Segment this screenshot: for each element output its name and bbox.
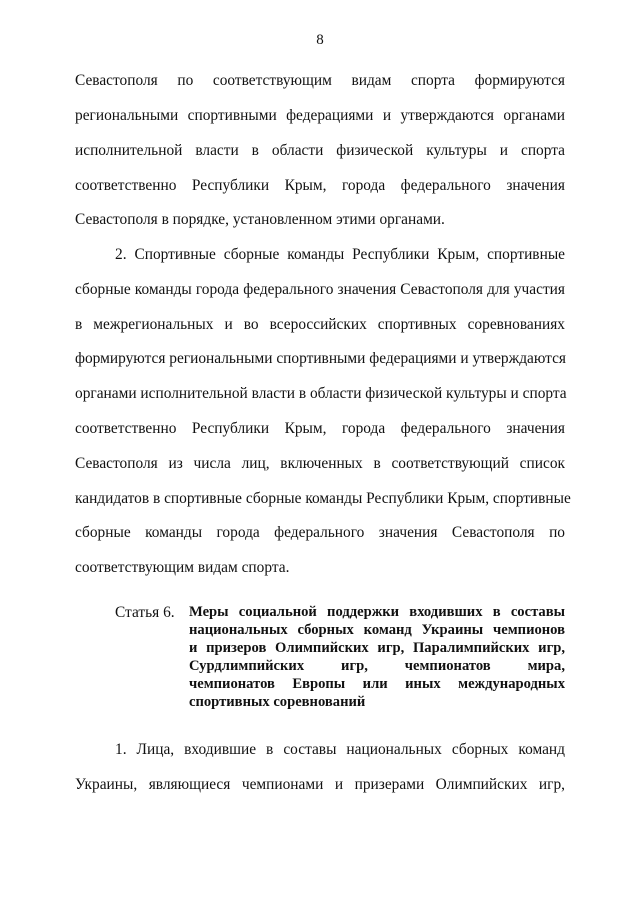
text-line: 2. Спортивные сборные команды Республики Крым, спортивные: [115, 246, 565, 263]
text-line: кандидатов в спортивные сборные команды Республики Крым, спортивные: [75, 490, 571, 507]
text-line: соответственно Республики Крым, города федерального значения: [75, 177, 565, 194]
page-number: 8: [316, 32, 324, 48]
text-line: Севастополя в порядке, установленном этими органами.: [75, 211, 445, 228]
article-title-line: Меры социальной поддержки входивших в составы: [189, 604, 565, 620]
article-title-line: и призеров Олимпийских игр, Паралимпийских игр,: [189, 640, 565, 656]
text-line: 1. Лица, входившие в составы национальных сборных команд: [115, 741, 565, 758]
text-line: Севастополя из числа лиц, включенных в соответствующий список: [75, 455, 565, 472]
article-title-line: чемпионатов Европы или иных международных: [189, 676, 565, 692]
text-line: формируются региональными спортивными федерациями и утверждаются: [75, 350, 567, 367]
text-line: региональными спортивными федерациями и утверждаются органами: [75, 107, 565, 124]
article-title-line: Сурдлимпийских игр, чемпионатов мира,: [189, 658, 565, 674]
text-line: Украины, являющиеся чемпионами и призерами Олимпийских игр,: [75, 776, 565, 793]
text-line: Севастополя по соответствующим видам спорта формируются: [75, 72, 565, 89]
article-label: Статья 6.: [115, 604, 175, 621]
article-title-line: спортивных соревнований: [189, 694, 366, 710]
text-line: соответствующим видам спорта.: [75, 559, 290, 576]
text-line: соответственно Республики Крым, города федерального значения: [75, 420, 565, 437]
text-line: исполнительной власти в области физической культуры и спорта: [75, 142, 565, 159]
text-line: сборные команды города федерального значения Севастополя для участия: [75, 281, 565, 298]
text-line: органами исполнительной власти в области физической культуры и спорта: [75, 385, 567, 402]
article-title-line: национальных сборных команд Украины чемпионов: [189, 622, 565, 638]
text-line: в межрегиональных и во всероссийских спортивных соревнованиях: [75, 316, 565, 333]
text-line: сборные команды города федерального значения Севастополя по: [75, 524, 565, 541]
